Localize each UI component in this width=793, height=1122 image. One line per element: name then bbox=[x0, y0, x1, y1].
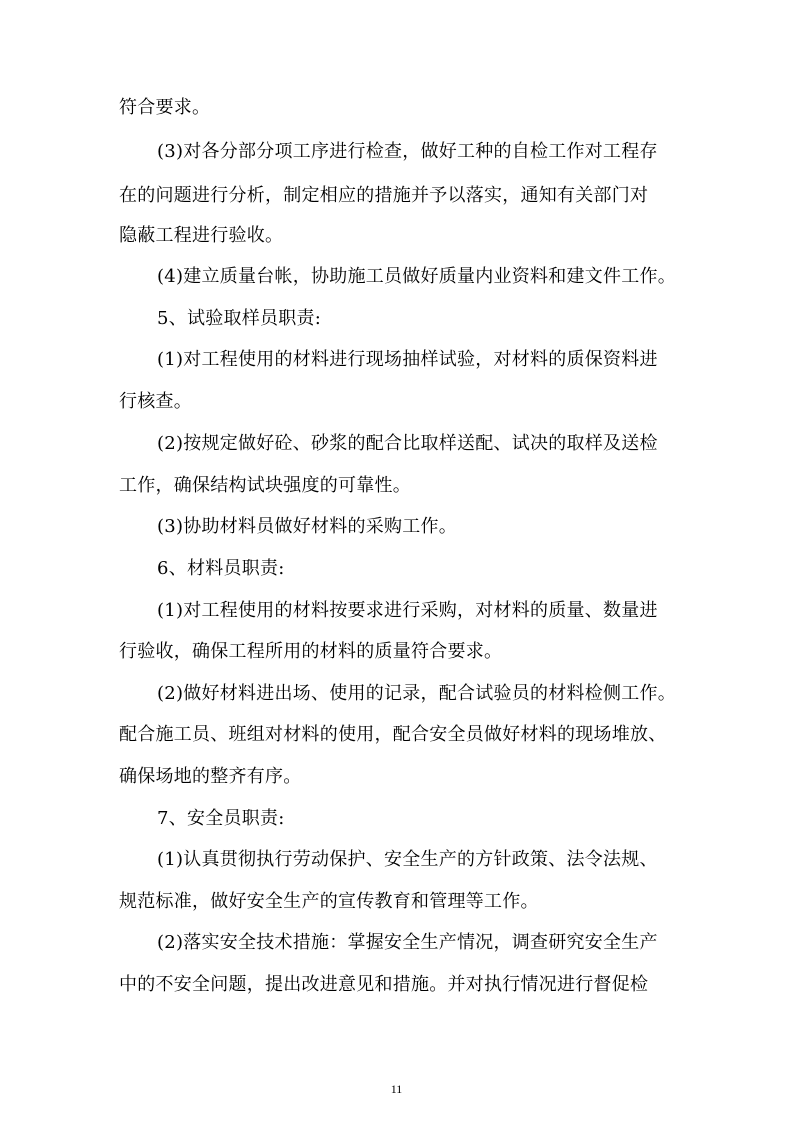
text-line-3: 在的问题进行分析，制定相应的措施并予以落实，通知有关部门对 bbox=[119, 185, 649, 206]
text-line-19: (1)认真贯彻执行劳动保护、安全生产的方针政策、法令法规、 bbox=[157, 849, 658, 870]
text-line-17: 确保场地的整齐有序。 bbox=[119, 766, 302, 787]
text-line-7: (1)对工程使用的材料进行现场抽样试验，对材料的质保资料进 bbox=[157, 349, 658, 370]
text-line-16: 配合施工员、班组对材料的使用，配合安全员做好材料的现场堆放、 bbox=[119, 724, 667, 745]
text-line-13: (1)对工程使用的材料按要求进行采购，对材料的质量、数量进 bbox=[157, 600, 658, 621]
text-line-22: 中的不安全问题，提出改进意见和措施。并对执行情况进行督促检 bbox=[119, 974, 649, 995]
text-line-10: 工作，确保结构试块强度的可靠性。 bbox=[119, 475, 411, 496]
section-heading-5: 5、试验取样员职责: bbox=[157, 308, 322, 329]
text-line-2: (3)对各分部分项工序进行检查，做好工种的自检工作对工程存 bbox=[157, 141, 658, 162]
text-line-9: (2)按规定做好砼、砂浆的配合比取样送配、试决的取样及送检 bbox=[157, 433, 658, 454]
section-heading-6: 6、材料员职责: bbox=[157, 558, 285, 579]
text-line-21: (2)落实安全技术措施：掌握安全生产情况，调查研究安全生产 bbox=[157, 932, 658, 953]
text-line-11: (3)协助材料员做好材料的采购工作。 bbox=[157, 516, 457, 537]
text-line-20: 规范标准，做好安全生产的宣传教育和管理等工作。 bbox=[119, 891, 539, 912]
text-line-14: 行验收，确保工程所用的材料的质量符合要求。 bbox=[119, 641, 503, 662]
section-heading-7: 7、安全员职责: bbox=[157, 808, 285, 829]
text-line-5: (4)建立质量台帐，协助施工员做好质量内业资料和建文件工作。 bbox=[157, 266, 676, 287]
page-number: 11 bbox=[390, 1082, 403, 1096]
text-line-15: (2)做好材料进出场、使用的记录，配合试验员的材料检侧工作。 bbox=[157, 683, 676, 704]
text-line-1: 符合要求。 bbox=[119, 97, 211, 118]
text-line-4: 隐蔽工程进行验收。 bbox=[119, 225, 284, 246]
text-line-8: 行核查。 bbox=[119, 391, 192, 412]
